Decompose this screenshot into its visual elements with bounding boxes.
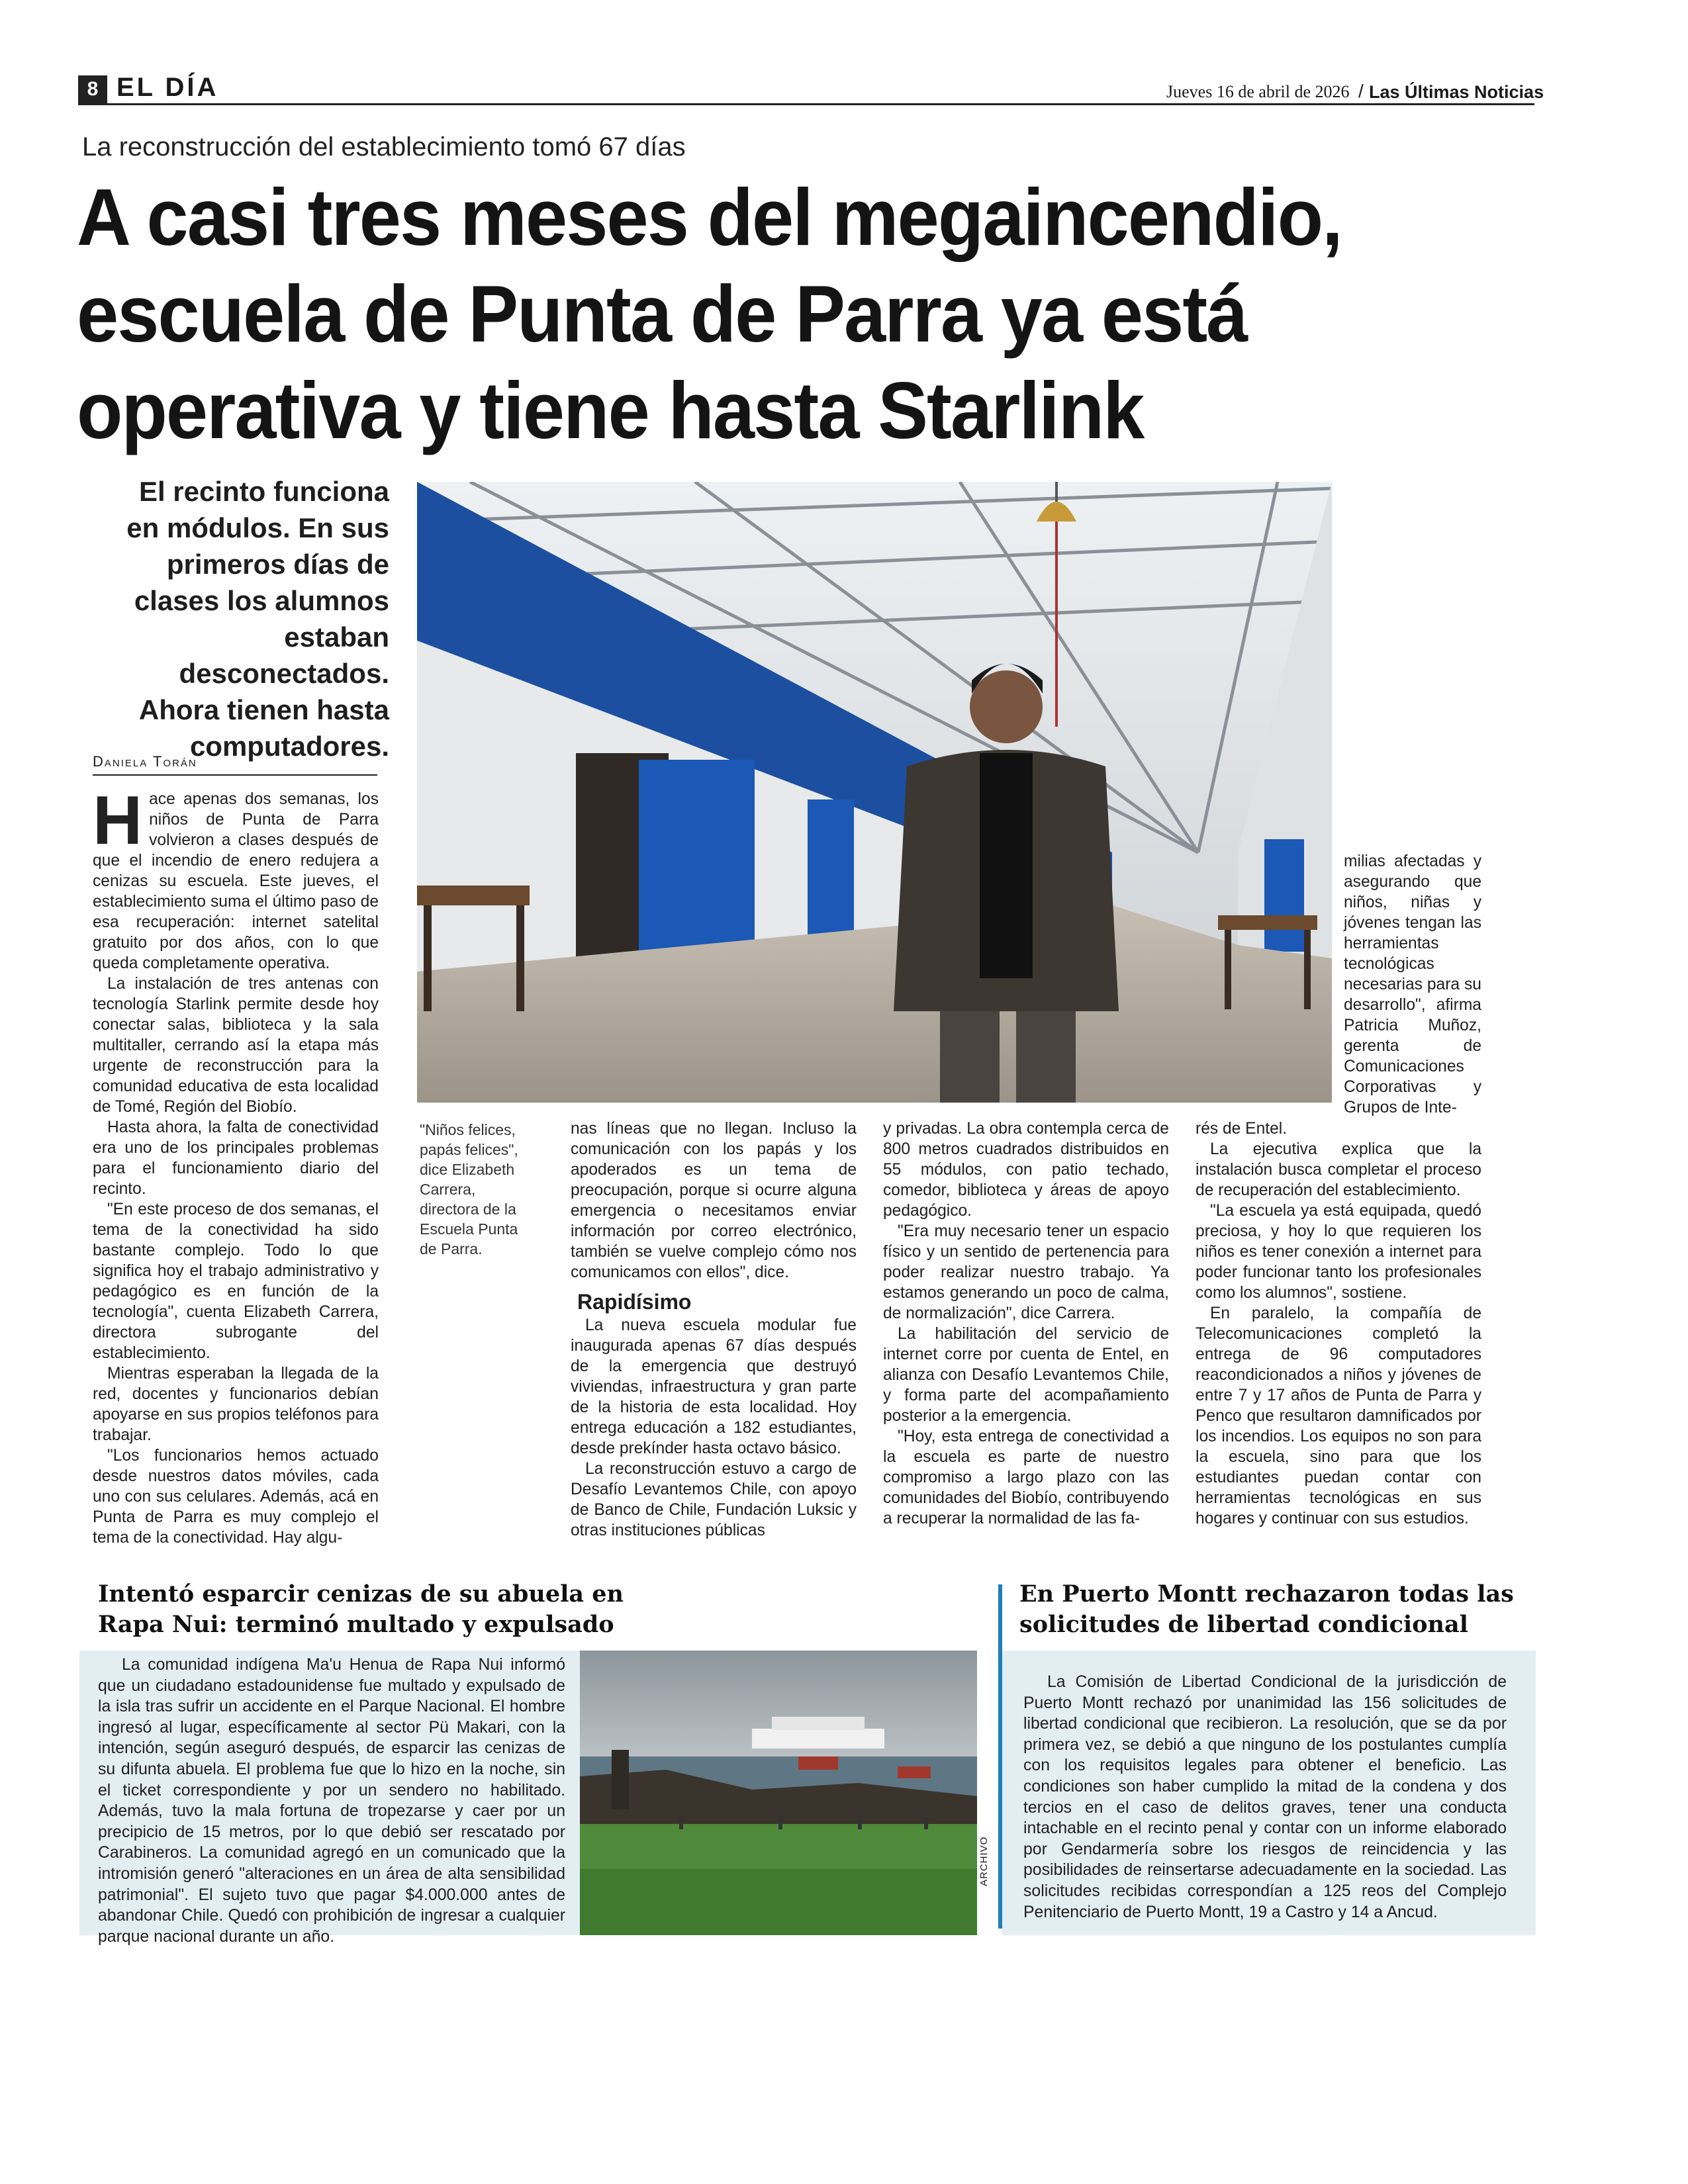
paragraph: y privadas. La obra contempla cerca de 800 metros cuadrados distribuidos en 55 módulos, con patio techado, comedor, biblioteca y áreas de apoyo pedagógico.: [883, 1120, 1169, 1220]
article-column-3: [883, 1118, 1169, 1529]
paragraph: nas líneas que no llegan. Incluso la comunicación con los papás y los apoderados es un tema de preocupación, porque si ocurre alguna emergencia o necesitamos enviar información por correo electrónico, también se vuelve complejo cómo nos comunicamos con ellos", dice.: [571, 1120, 857, 1281]
paragraph: La reconstrucción estuvo a cargo de Desafío Levantemos Chile, con apoyo de Banco de Chile, Fundación Luksic y otras instituciones públicas: [571, 1460, 857, 1539]
byline: Daniela Torán: [93, 753, 377, 776]
paragraph: Mientras esperaban la llegada de la red, docentes y funcionarios debían apoyarse en sus propios teléfonos para trabajar.: [93, 1365, 379, 1444]
header-separator: /: [1358, 81, 1364, 101]
paragraph: "Hoy, esta entrega de conectividad a la escuela es parte de nuestro compromiso a largo plazo con las comunidades del Biobío, contribuyendo a recuperar la normalidad de las fa-: [883, 1428, 1169, 1527]
article-column-4: [1196, 1118, 1481, 1529]
paragraph: La Comisión de Libertad Condicional de la jurisdicción de Puerto Montt rechazó por unanimidad las 156 solicitudes de libertad condicional que recibieron. La resolución, que se da por primera vez, se debió a que ninguno de los postulantes cumplía con los requisitos legales para obtener el beneficio. Las condiciones son haber cumplido la mitad de la condena y dos tercios en el caso de delitos graves, tener una conducta intachable en el recinto penal y contar con un informe elaborado por Gendarmería sobre los riesgos de reincidencia y las posibilidades de reinsertarse adecuadamente en la sociedad. Las solicitudes recibidas correspondían a 125 reos del Complejo Penitenciario de Puerto Montt, 19 a Castro y 14 a Ancud.: [1023, 1673, 1507, 1921]
subheading: Rapidísimo: [577, 1290, 692, 1314]
headline-line: En Puerto Montt rechazaron todas las: [1019, 1580, 1514, 1608]
article-column-1: [93, 782, 379, 1548]
page-number: 8: [78, 75, 107, 103]
headline-line: escuela de Punta de Parra ya está: [77, 269, 1247, 359]
deck-line: primeros días de: [166, 549, 389, 580]
paragraph: En paralelo, la compañía de Telecomunicaciones completó la entrega de 96 computadores reacondicionados a niños y jóvenes de entre 7 y 17 años de Punta de Parra y Penco que resultaron damnificados por los incendios. Los equipos no son para la escuela, sino para que los estudiantes puedan contar con herramientas tecnológicas en sus hogares y continuar con sus estudios.: [1196, 1304, 1481, 1527]
headline-line: solicitudes de libertad condicional: [1019, 1611, 1468, 1638]
paragraph: La habilitación del servicio de internet corre por cuenta de Entel, en alianza con Desafío Levantemos Chile, y forma parte del acompañamiento posterior a la emergencia.: [883, 1325, 1169, 1425]
paragraph: La instalación de tres antenas con tecnología Starlink permite desde hoy conectar salas, biblioteca y la sala multitaller, cerrando así la etapa más urgente de reconstrucción para la comunidad educativa de esta localidad de Tomé, Región del Biobío.: [93, 975, 379, 1116]
brief-right-body: [1023, 1672, 1507, 1923]
paragraph: rés de Entel.: [1196, 1120, 1288, 1138]
brief-left-headline: [98, 1579, 959, 1640]
article-column-4-top: [1344, 851, 1481, 1118]
deck-line: en módulos. En sus: [126, 512, 389, 543]
rapa-nui-photo: [580, 1651, 977, 1935]
school-photo: [417, 482, 1332, 1103]
article-column-2: [571, 1118, 857, 1541]
deck-line: computadores.: [189, 731, 389, 762]
photo-credit: ARCHIVO: [978, 1836, 990, 1886]
school-corridor-image: [417, 482, 1332, 1103]
paragraph: "Era muy necesario tener un espacio físico y un sentido de pertenencia para poder realizar nuestro trabajo. Ya estamos generando un poco de calma, de normalización", dice Carrera.: [883, 1222, 1169, 1322]
paragraph: La comunidad indígena Ma'u Henua de Rapa Nui informó que un ciudadano estadounidense fue multado y expulsado de la isla tras sufrir un accidente en el Parque Nacional. El hombre ingresó al lugar, específicamente al sector Pü Makari, con la intención, según aseguró después, de esparcir las cenizas de su difunta abuela. El problema fue que lo hizo en la noche, sin el ticket correspondiente y por un sendero no habilitado. Además, tuvo la mala fortuna de tropezarse y caer por un precipicio de 15 metros, por lo que debió ser rescatado por Carabineros. La comunidad agregó en un comunicado que la intromisión generó "alteraciones en un área de alta sensibilidad patrimonial". El sujeto tuvo que pagar $4.000.000 antes de abandonar Chile. Quedó con prohibición de ingresar a cualquier parque nacional durante un año.: [98, 1656, 565, 1946]
paragraph: "La escuela ya está equipada, quedó preciosa, y hoy lo que requieren los niños es tener conexión a internet para poder funcionar tanto los profesionales como los alumnos", sostiene.: [1196, 1202, 1481, 1302]
article-deck: [73, 473, 389, 764]
headline-line: Rapa Nui: terminó multado y expulsado: [98, 1611, 614, 1638]
article-kicker: La reconstrucción del establecimiento tomó 67 días: [82, 132, 686, 161]
paragraph: La nueva escuela modular fue inaugurada apenas 67 días después de la emergencia que destruyó viviendas, infraestructura y gran parte de la historia de esta localidad. Hoy entrega educación a 182 estudiantes, desde prekínder hasta octavo básico.: [571, 1316, 857, 1457]
drop-cap: H: [93, 782, 143, 859]
brief-left-body: [98, 1655, 565, 1947]
paragraph: ace apenas dos semanas, los niños de Punta de Parra volvieron a clases después de que el incendio de enero redujera a cenizas su escuela. Este jueves, el establecimiento suma el último paso de esa recuperación: internet satelital gratuito por dos años, con lo que queda completamente operativa.: [93, 790, 379, 972]
article-headline: [77, 169, 1533, 459]
paragraph: milias afectadas y asegurando que niños, niñas y jóvenes tengan las herramientas tecnológicas necesarias para su desarrollo", afirma Patricia Muñoz, gerenta de Comunicaciones Corporativas y Grupos de Inte-: [1344, 852, 1481, 1116]
paragraph: La ejecutiva explica que la instalación busca completar el proceso de recuperación del establecimiento.: [1196, 1140, 1481, 1199]
header-rule: [78, 103, 1534, 105]
paragraph: "En este proceso de dos semanas, el tema de la conectividad ha sido bastante complejo. Todo lo que significa hoy el trabajo administrativo y pedagógico es en función de la tecnología", cuenta Elizabeth Carrera, directora subrogante del establecimiento.: [93, 1201, 379, 1362]
deck-line: clases los alumnos: [134, 585, 389, 616]
issue-date: Jueves 16 de abril de 2026: [1166, 82, 1350, 101]
paragraph: Hasta ahora, la falta de conectividad era uno de los principales problemas para el funcionamiento diario del recinto.: [93, 1118, 379, 1198]
brief-right-headline: [1019, 1579, 1536, 1640]
headline-line: A casi tres meses del megaincendio,: [77, 172, 1342, 262]
deck-line: Ahora tienen hasta: [138, 694, 389, 725]
rapa-nui-image: [580, 1651, 977, 1935]
headline-line: operativa y tiene hasta Starlink: [77, 365, 1144, 455]
photo-caption: "Niños felices, papás felices", dice Elizabeth Carrera, directora de la Escuela Punta de Parra.: [420, 1121, 518, 1257]
newspaper-name: Las Últimas Noticias: [1369, 82, 1544, 102]
deck-line: El recinto funciona: [138, 476, 389, 507]
paragraph: "Los funcionarios hemos actuado desde nuestros datos móviles, cada uno con sus celulares. Además, acá en Punta de Parra es muy complejo el tema de la conectividad. Hay algu-: [93, 1447, 379, 1547]
headline-line: Intentó esparcir cenizas de su abuela en: [98, 1580, 624, 1608]
section-title: EL DÍA: [117, 73, 219, 102]
deck-line: estaban desconectados.: [179, 621, 389, 689]
